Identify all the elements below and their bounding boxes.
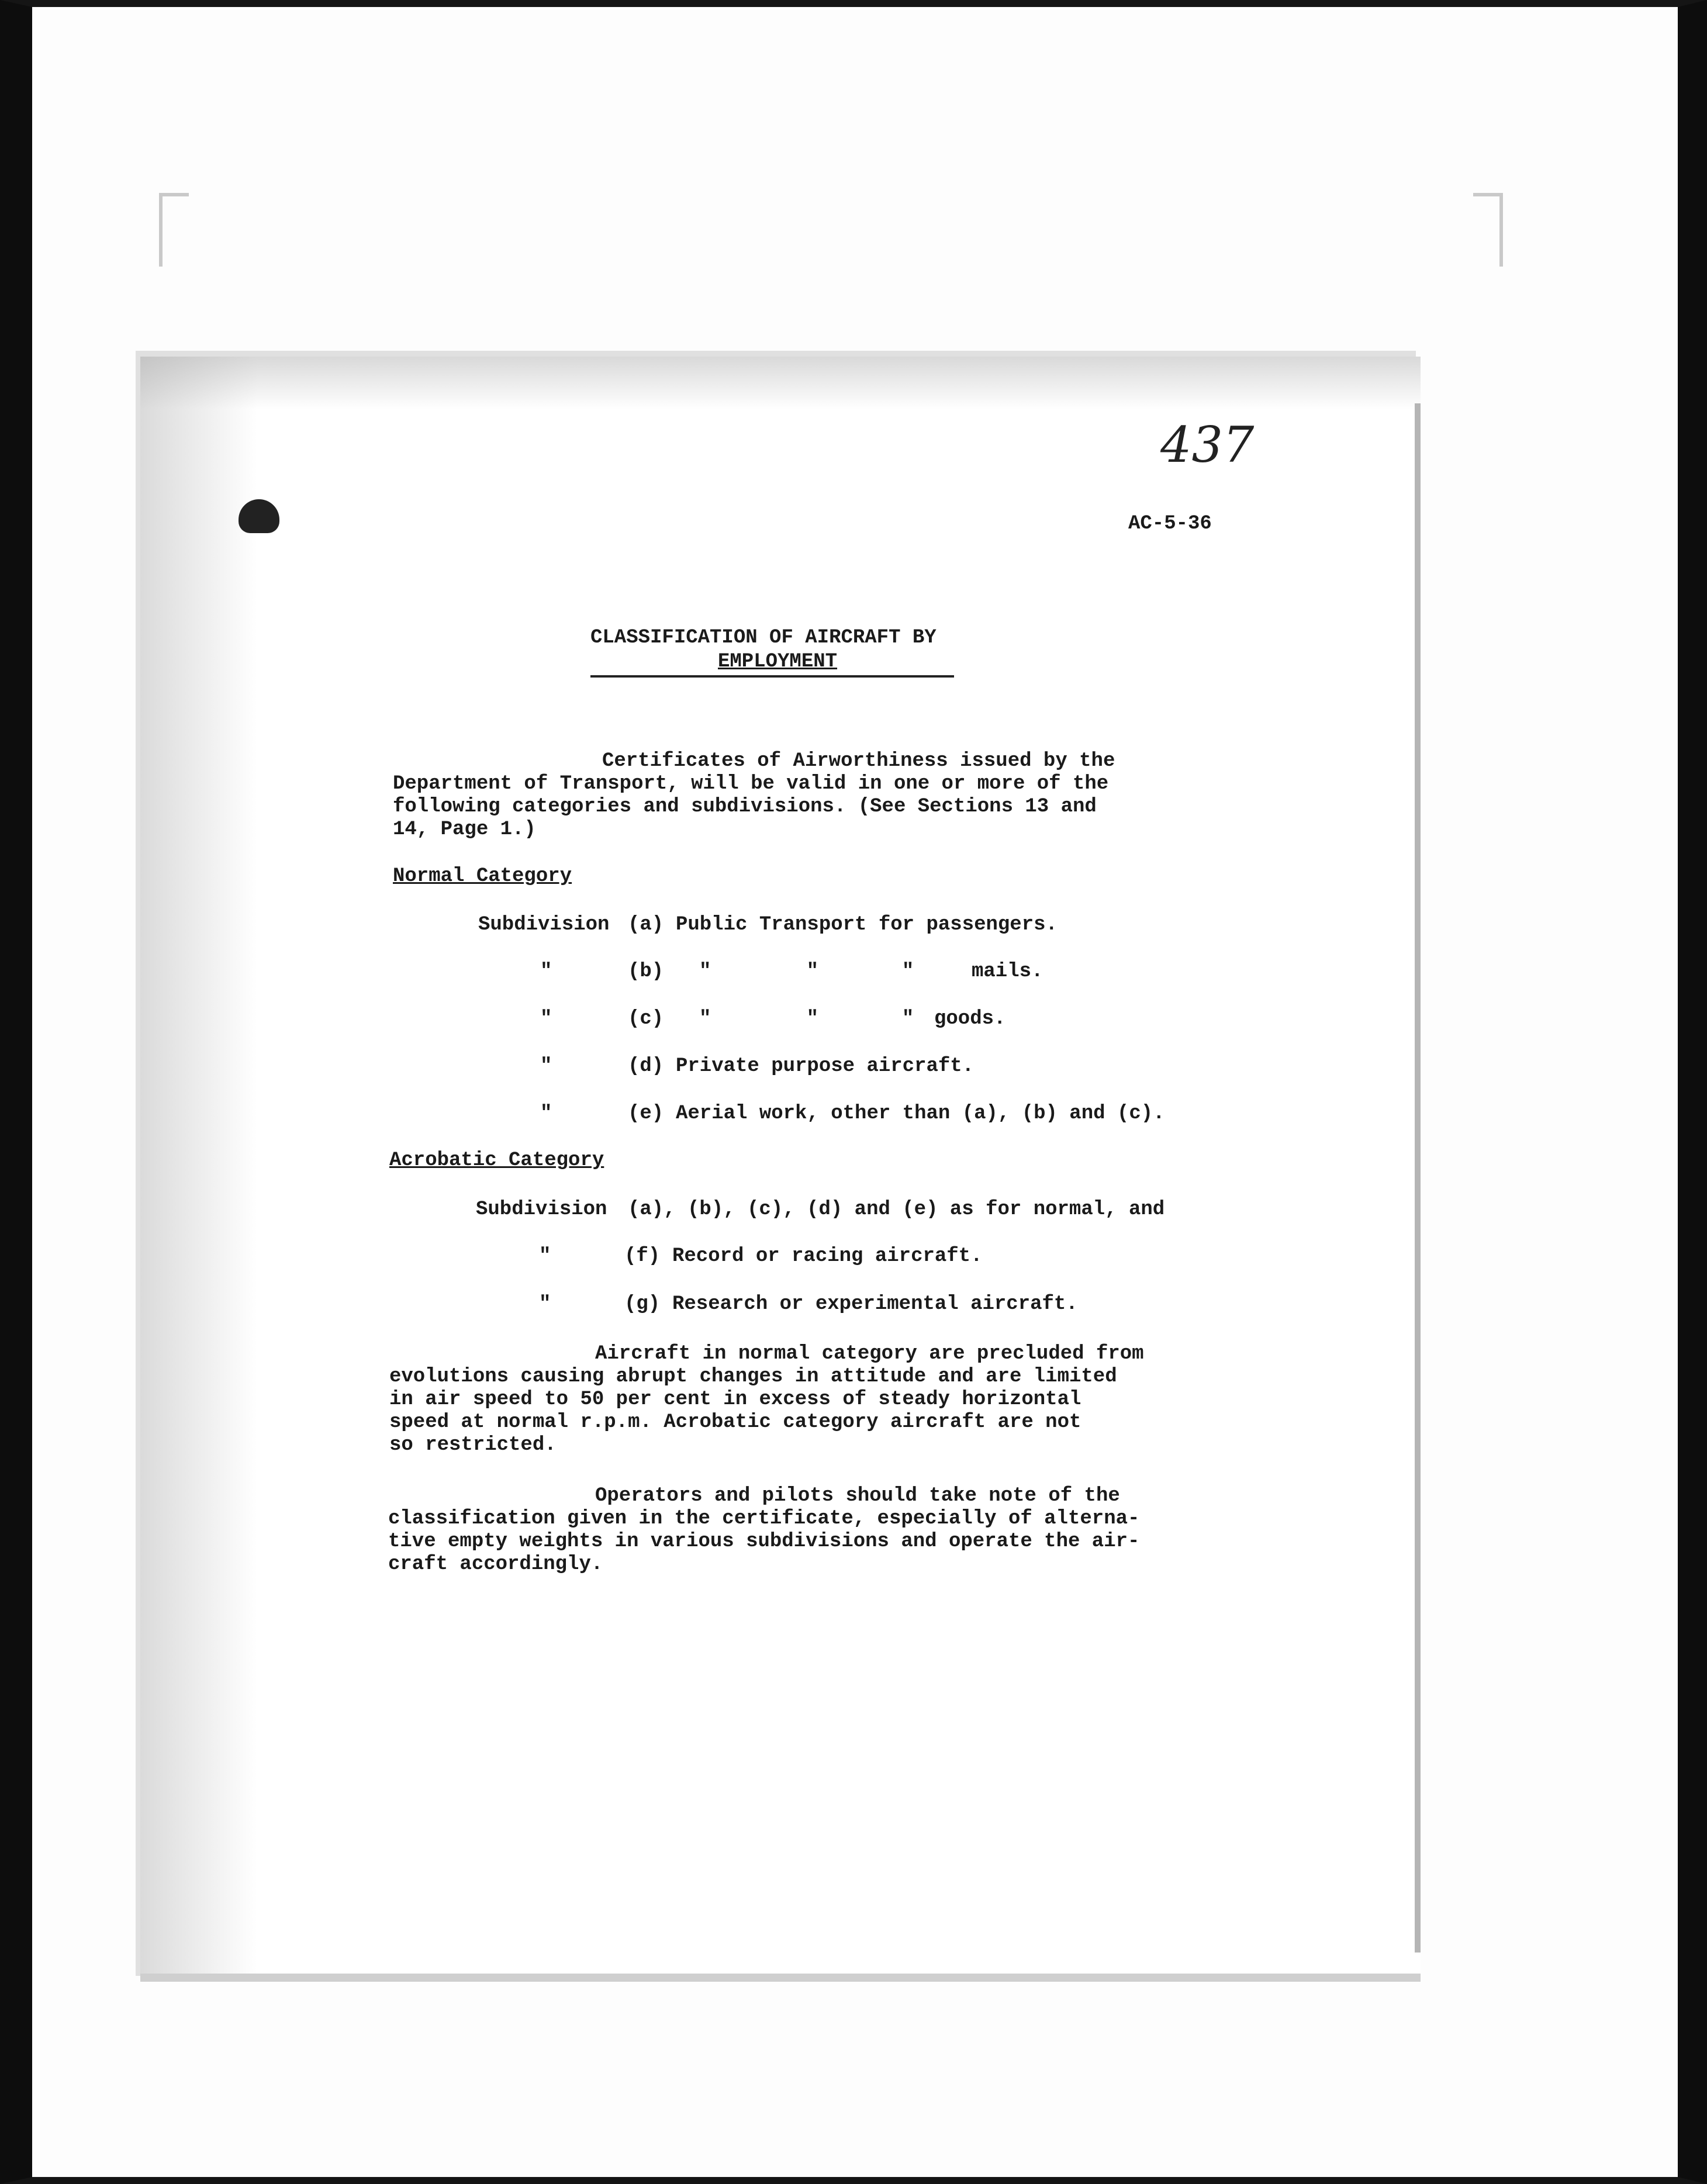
paragraph-line: so restricted. [389, 1434, 557, 1456]
subdivision-letter: (e) [628, 1103, 664, 1125]
subdivision-text: (a), (b), (c), (d) and (e) as for normal, and [628, 1198, 1165, 1221]
subdivision-text: mails. [972, 960, 1043, 983]
subdivision-letter: (d) [628, 1055, 664, 1077]
title-line-1: CLASSIFICATION OF AIRCRAFT BY [590, 627, 937, 649]
ditto-mark: " [540, 1008, 552, 1030]
sheet-edge-bottom [140, 1974, 1421, 1982]
ditto-mark: " [540, 1103, 552, 1125]
punch-hole [239, 499, 279, 533]
paragraph-line: Operators and pilots should take note of the [595, 1485, 1120, 1507]
subdivision-prefix: Subdivision [476, 1198, 607, 1221]
intro-line: Certificates of Airworthiness issued by the [602, 750, 1115, 772]
mount-corner-right [1473, 193, 1503, 267]
title-underline [590, 675, 954, 678]
sheet-edge-right [1415, 403, 1421, 1953]
subdivision-text: Public Transport for passengers. [676, 914, 1058, 936]
ditto-mark: " [539, 1245, 551, 1267]
paragraph-line: classification given in the certificate, especially of alterna- [388, 1508, 1140, 1530]
handwritten-page-number: 437 [1160, 416, 1255, 474]
sheet-shadow-top [140, 357, 1421, 409]
subdivision-letter: (a) [628, 914, 664, 936]
subdivision-text: Aerial work, other than (a), (b) and (c). [676, 1103, 1165, 1125]
subdivision-letter: (b) [628, 960, 664, 983]
subdivision-text: Record or racing aircraft. [672, 1245, 983, 1267]
paragraph-line: in air speed to 50 per cent in excess of steady horizontal [389, 1388, 1081, 1411]
subdivision-letter: (c) [628, 1008, 664, 1030]
typed-sheet [140, 357, 1421, 1982]
title-line-2: EMPLOYMENT [718, 651, 838, 673]
ditto-mark: " [540, 960, 552, 983]
subdivision-text: Research or experimental aircraft. [672, 1293, 1078, 1315]
sheet-shadow-left [140, 357, 257, 1982]
subdivision-letter: (f) [624, 1245, 661, 1267]
acrobatic-category-heading: Acrobatic Category [389, 1149, 604, 1172]
paragraph-line: evolutions causing abrupt changes in attitude and are limited [389, 1366, 1117, 1388]
paragraph-line: Aircraft in normal category are precluded from [595, 1343, 1144, 1365]
ditto-mark: " [539, 1293, 551, 1315]
mount-corner-left [159, 193, 189, 267]
ditto-marks: " " " [699, 1008, 914, 1030]
intro-line: Department of Transport, will be valid in one or more of the [393, 773, 1109, 795]
ditto-marks: " " " [699, 960, 914, 983]
subdivision-prefix: Subdivision [478, 914, 610, 936]
intro-line: 14, Page 1.) [393, 818, 536, 841]
subdivision-text: goods. [934, 1008, 1006, 1030]
ditto-mark: " [540, 1055, 552, 1077]
document-code: AC-5-36 [1128, 513, 1212, 535]
intro-line: following categories and subdivisions. (See Sections 13 and [393, 796, 1097, 818]
normal-category-heading: Normal Category [393, 865, 572, 887]
paragraph-line: craft accordingly. [388, 1553, 603, 1575]
subdivision-text: Private purpose aircraft. [676, 1055, 975, 1077]
paragraph-line: tive empty weights in various subdivisions and operate the air- [388, 1530, 1140, 1553]
paragraph-line: speed at normal r.p.m. Acrobatic category aircraft are not [389, 1411, 1081, 1433]
subdivision-letter: (g) [624, 1293, 661, 1315]
